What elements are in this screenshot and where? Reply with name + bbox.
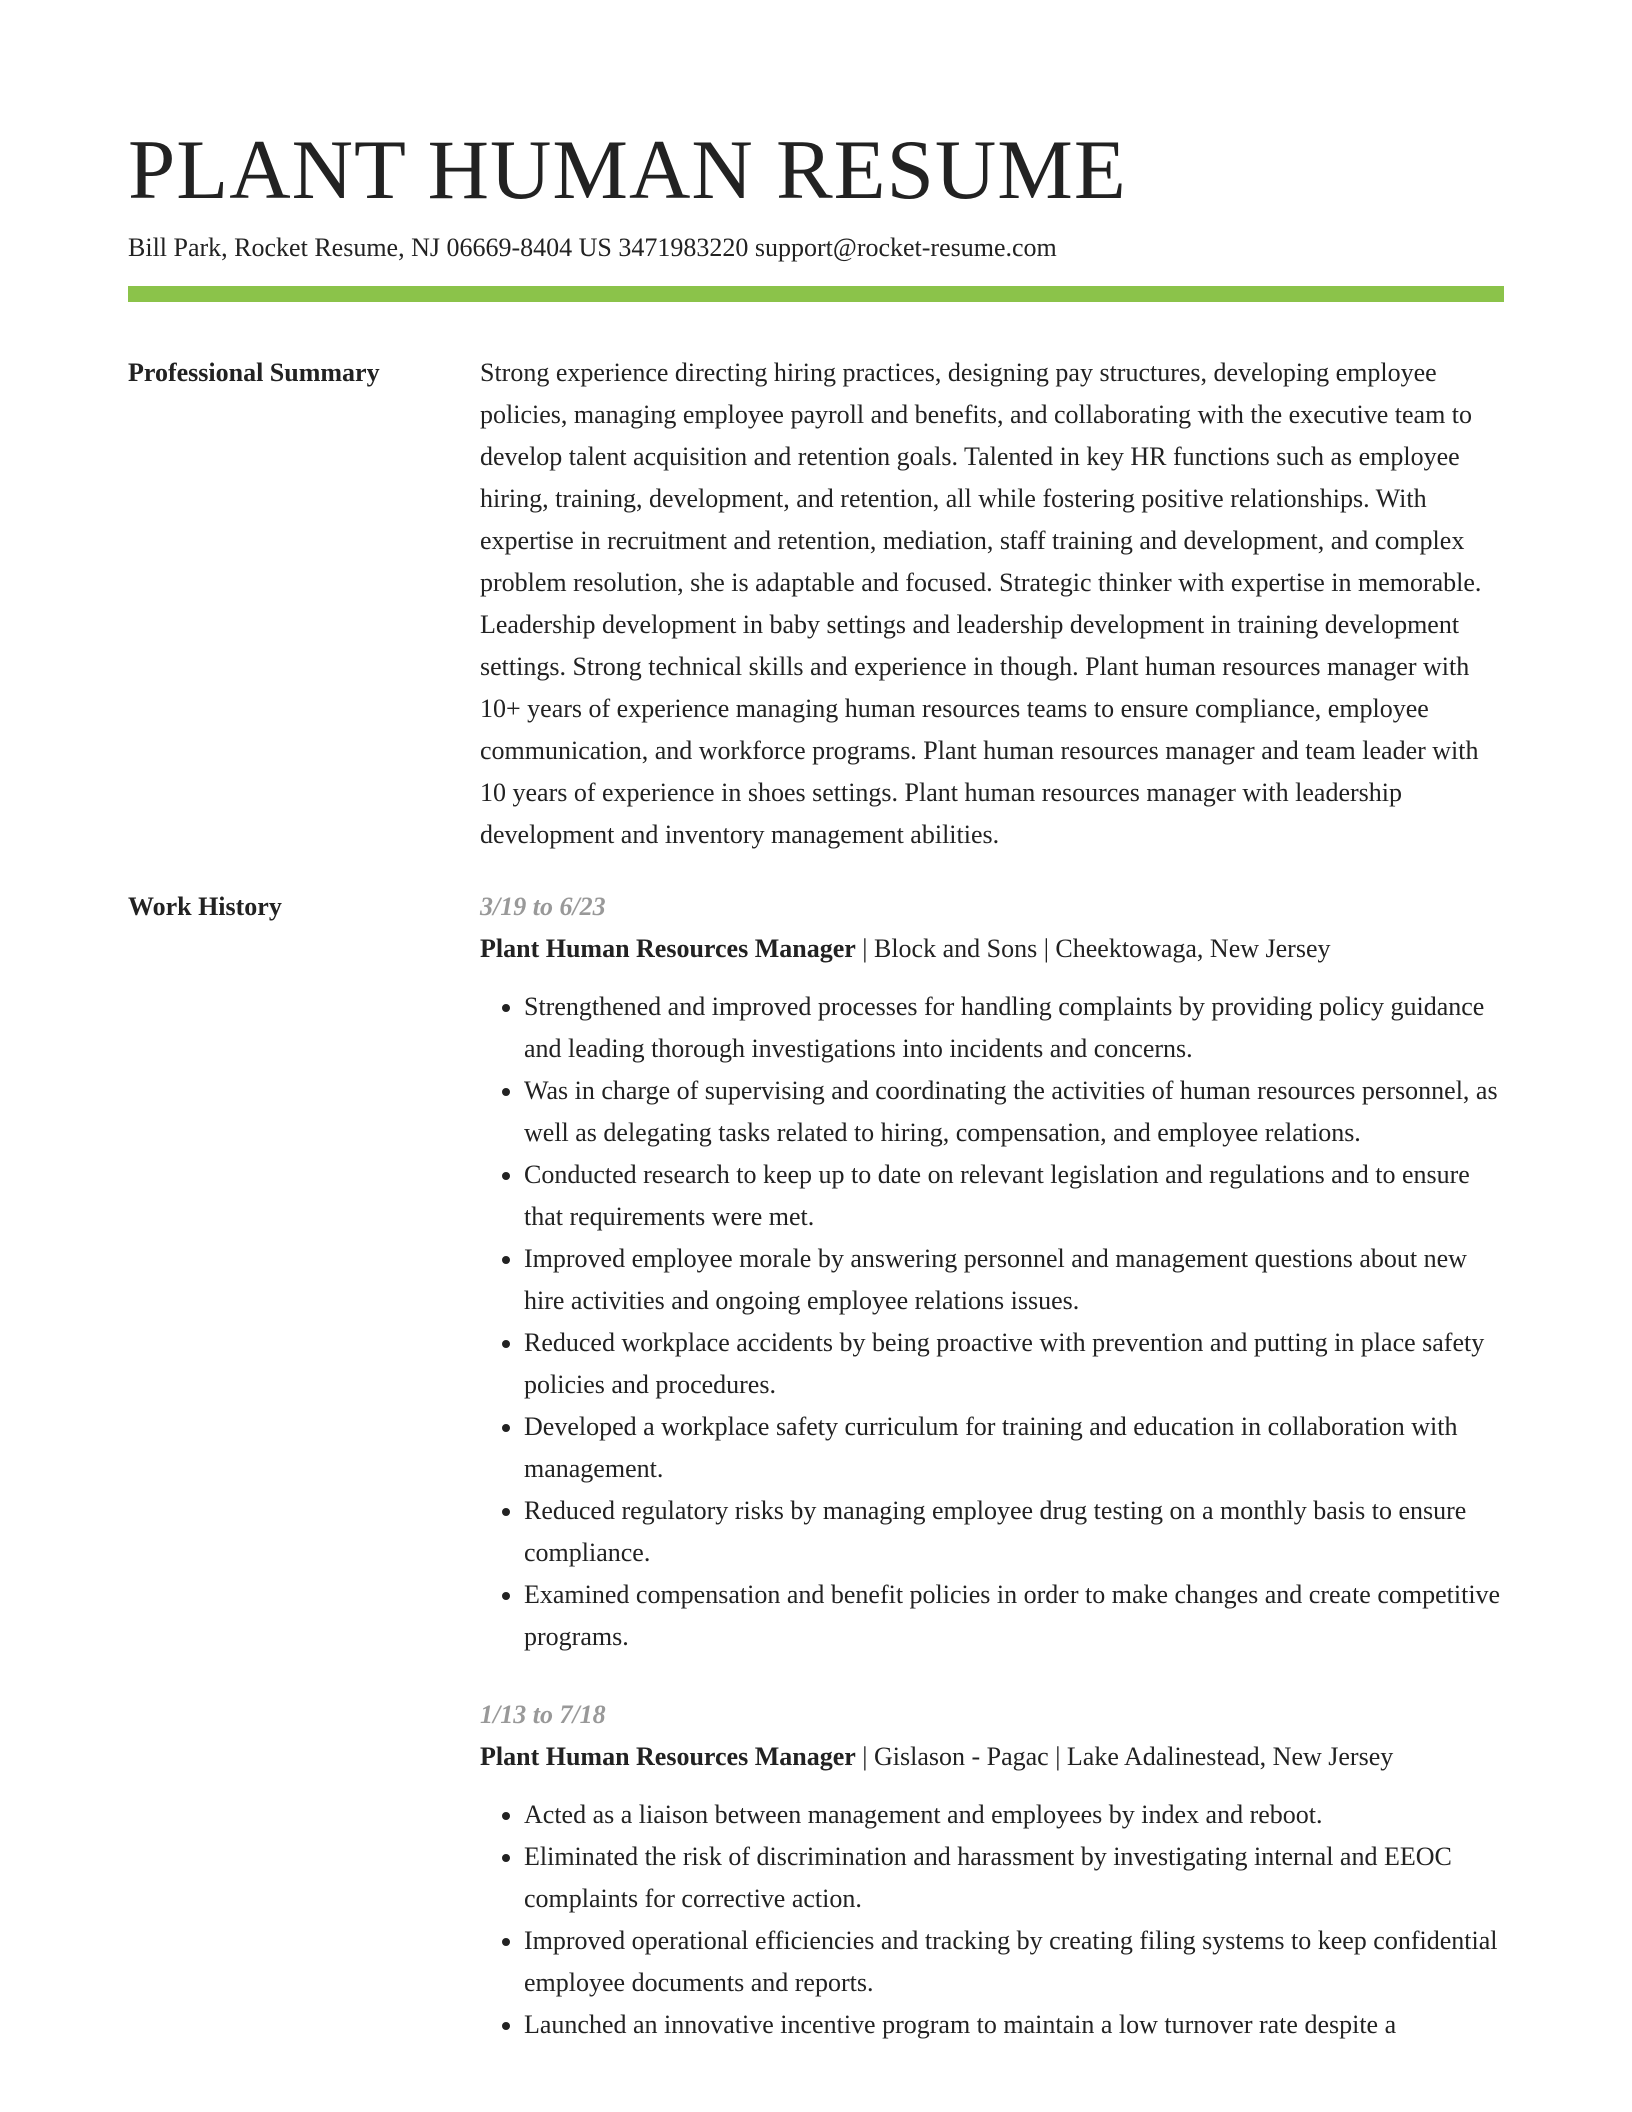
job-heading [480,1736,1504,1778]
list-item: • Developed a workplace safety curriculum for training and education in collaboration with management. [524,1406,1504,1490]
job-dates: 1/13 to 7/18 [480,1700,606,1729]
job-bullets [480,986,1504,1658]
work-history-section [128,886,1504,2082]
list-item: • Acted as a liaison between management and employees by index and reboot. [524,1794,1504,1836]
summary-text: Strong experience directing hiring practices, designing pay structures, developing employee policies, managing employee payroll and benefits, and collaborating with the executive team to develop talent acquisition and retention goals. Talented in key HR functions such as employee hiring, training, development, and retention, all while fostering positive relationships. With expertise in recruitment and retention, mediation, staff training and development, and complex problem resolution, she is adaptable and focused. Strategic thinker with expertise in memorable. Leadership development in baby settings and leadership development in training development settings. Strong technical skills and experience in though. Plant human resources manager with 10+ years of experience managing human resources teams to ensure compliance, employee communication, and workforce programs. Plant human resources manager and team leader with 10 years of experience in shoes settings. Plant human resources manager with leadership development and inventory management abilities. [480,358,1482,849]
list-item: • Improved employee morale by answering personnel and management questions about new hire activities and ongoing employee relations issues. [524,1238,1504,1322]
job-entry [480,1694,1504,2046]
job-dates: 3/19 to 6/23 [480,892,606,921]
list-item: • Strengthened and improved processes for handling complaints by providing policy guidance and leading thorough investigations into incidents and concerns. [524,986,1504,1070]
list-item: • Improved operational efficiencies and tracking by creating filing systems to keep confidential employee documents and reports. [524,1920,1504,2004]
contact-line: Bill Park, Rocket Resume, NJ 06669-8404 US 3471983220 support@rocket-resume.com [128,233,1057,262]
job-bullets [480,1794,1504,2046]
list-item: • Launched an innovative incentive program to maintain a low turnover rate despite a [524,2004,1504,2046]
job-heading [480,928,1504,970]
list-item: • Examined compensation and benefit policies in order to make changes and create competitive programs. [524,1574,1504,1658]
list-item: • Eliminated the risk of discrimination and harassment by investigating internal and EEOC complaints for corrective action. [524,1836,1504,1920]
section-body [480,886,1504,2082]
professional-summary-section [128,352,1504,856]
section-label: Work History [128,892,282,921]
list-item: • Conducted research to keep up to date on relevant legislation and regulations and to ensure that requirements were met. [524,1154,1504,1238]
job-title: Plant Human Resources Manager [480,934,856,963]
list-item: • Reduced regulatory risks by managing employee drug testing on a monthly basis to ensure compliance. [524,1490,1504,1574]
resume-title: PLANT HUMAN RESUME [128,123,1127,217]
section-label: Professional Summary [128,358,380,387]
job-details: | Gislason - Pagac | Lake Adalinestead, New Jersey [855,1742,1394,1771]
list-item: • Reduced workplace accidents by being proactive with prevention and putting in place safety policies and procedures. [524,1322,1504,1406]
job-title: Plant Human Resources Manager [480,1742,856,1771]
job-details: | Block and Sons | Cheektowaga, New Jersey [855,934,1331,963]
header-divider [128,286,1504,302]
resume-page [128,0,1504,2082]
list-item: • Was in charge of supervising and coordinating the activities of human resources personnel, as well as delegating tasks related to hiring, compensation, and employee relations. [524,1070,1504,1154]
section-body [480,352,1504,856]
job-entry [480,886,1504,1658]
